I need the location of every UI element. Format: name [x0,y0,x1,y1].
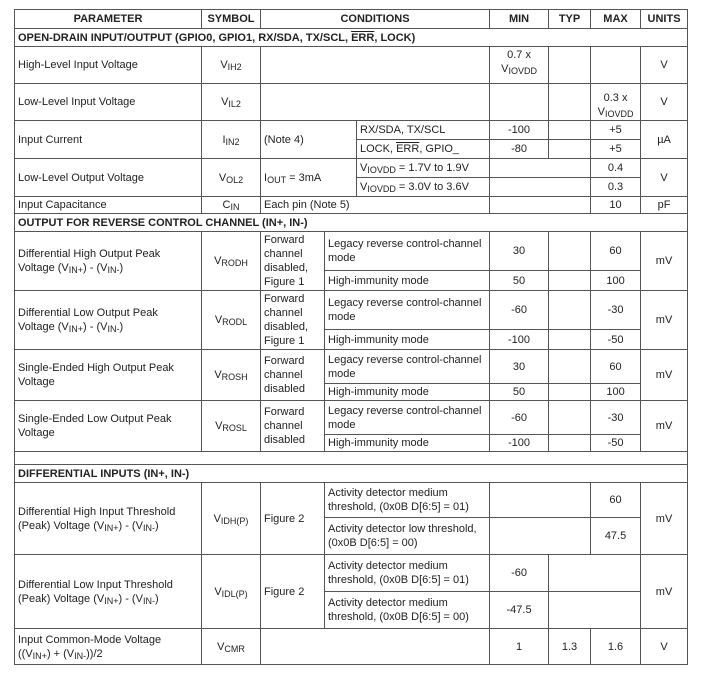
typ-cell [549,401,591,435]
typ-cell [549,435,591,452]
condition-cell: Activity detector medium threshold, (0x0B D[6:5] = 00) [325,592,490,629]
min-cell: -100 [490,330,549,350]
table-row-vidh [15,483,688,518]
condition-cell: Forward channel disabled, Figure 1 [261,291,325,350]
conditions-cell [261,629,490,665]
section-differential-inputs [15,465,688,483]
typ-cell: 1.3 [549,629,591,665]
header-conditions: CONDITIONS [261,10,490,29]
section-title: OUTPUT FOR REVERSE CONTROL CHANNEL (IN+, IN-) [15,214,688,232]
max-cell: -30 [591,291,641,330]
symbol-cell: $V_{IDL(P)}$ [202,555,261,629]
max-cell: 0.4 [591,159,641,178]
symbol-cell: $V_{RODH}$ [202,232,261,291]
param-cell: Differential High Output Peak Voltage $(V_{IN+}) - (V_{IN-})$ [15,232,202,291]
param-cell: Single-Ended High Output Peak Voltage [15,350,202,401]
units-cell: mV [641,350,688,401]
typ-cell [549,291,591,330]
table-row-vih2 [15,47,688,84]
min-typ-cell [490,197,591,214]
symbol-cell: $V_{IH2}$ [202,47,261,84]
typ-max-cell [549,555,641,592]
typ-max-cell [549,592,641,629]
min-cell: -60 [490,291,549,330]
condition-cell: $V_{IOVDD} = 1.7V$ to 1.9V [357,159,490,178]
max-cell: 60 [591,483,641,518]
section-text: OPEN-DRAIN INPUT/OUTPUT (GPIO0, GPIO1, RX/SDA, TX/SCL, [18,31,352,44]
mode-cell: High-immunity mode [325,435,490,452]
mode-cell: High-immunity mode [325,271,490,291]
conditions-cell: Each pin (Note 5) [261,197,490,214]
condition-cell: Activity detector medium threshold, (0x0B D[6:5] = 01) [325,555,490,592]
units-cell: mV [641,555,688,629]
max-cell: -30 [591,401,641,435]
min-cell: 0.7 x $V_{IOVDD}$ [490,47,549,84]
max-cell: 47.5 [591,518,641,555]
header-row [15,10,688,29]
min-typ-cell [490,178,591,197]
typ-cell [549,140,591,159]
max-cell [591,47,641,84]
condition-cell: $V_{IOVDD} = 3.0V$ to 3.6V [357,178,490,197]
table-row-vrosl [15,401,688,435]
figure-cell: Figure 2 [261,555,325,629]
param-cell: Low-Level Output Voltage [15,159,202,197]
units-cell: pF [641,197,688,214]
min-cell: 30 [490,232,549,271]
typ-cell [549,271,591,291]
condition-cell: Activity detector low threshold, (0x0B D[6:5] = 00) [325,518,490,555]
typ-cell [549,121,591,140]
symbol-cell: $C_{IN}$ [202,197,261,214]
units-cell: µA [641,121,688,159]
max-cell: 10 [591,197,641,214]
section-title [15,29,688,47]
units-cell: mV [641,291,688,350]
condition-cell: Forward channel disabled, Figure 1 [261,232,325,291]
section-reverse-channel [15,214,688,232]
max-cell: 60 [591,232,641,271]
min-cell: 50 [490,271,549,291]
symbol-cell: $V_{ROSH}$ [202,350,261,401]
typ-cell [549,232,591,271]
min-typ-cell [490,518,591,555]
typ-cell [549,84,591,121]
symbol-cell: $V_{IL2}$ [202,84,261,121]
mode-cell: Legacy reverse control-channel mode [325,232,490,271]
table-row-vidl [15,555,688,592]
units-cell: mV [641,232,688,291]
section-err-text: $\overline{ERR}$ [351,31,375,44]
min-cell [490,84,549,121]
table-row-vrosh [15,350,688,384]
condition-cell: LOCK, $\overline{ERR}$, GPIO_ [357,140,490,159]
max-cell: +5 [591,121,641,140]
units-cell: mV [641,401,688,452]
symbol-cell: $I_{IN2}$ [202,121,261,159]
mode-cell: High-immunity mode [325,384,490,401]
max-cell: 100 [591,271,641,291]
min-cell: 50 [490,384,549,401]
section-open-drain [15,29,688,47]
conditions-cell [261,84,490,121]
units-cell: V [641,629,688,665]
symbol-cell: $V_{RODL}$ [202,291,261,350]
table-row-vol2 [15,159,688,178]
symbol-cell: $V_{ROSL}$ [202,401,261,452]
header-max: MAX [591,10,641,29]
min-cell: -60 [490,401,549,435]
header-min: MIN [490,10,549,29]
mode-cell: Legacy reverse control-channel mode [325,291,490,330]
param-cell: Input Common-Mode Voltage $((V_{IN+}) + (V_{IN-}))/2$ [15,629,202,665]
note-cell: (Note 4) [261,121,357,159]
section-title: DIFFERENTIAL INPUTS (IN+, IN-) [15,465,688,483]
header-typ: TYP [549,10,591,29]
param-cell: Differential High Input Threshold (Peak) Voltage $(V_{IN+}) - (V_{IN-})$ [15,483,202,555]
max-cell: -50 [591,435,641,452]
typ-cell [549,350,591,384]
iout-cell: $I_{OUT} = 3mA$ [261,159,357,197]
param-cell: Low-Level Input Voltage [15,84,202,121]
units-cell: V [641,84,688,121]
min-cell: -100 [490,435,549,452]
header-parameter: PARAMETER [15,10,202,29]
table-row-vil2 [15,84,688,121]
units-cell: V [641,159,688,197]
param-cell: Single-Ended Low Output Peak Voltage [15,401,202,452]
header-units: UNITS [641,10,688,29]
condition-cell: Forward channel disabled [261,401,325,452]
param-cell: High-Level Input Voltage [15,47,202,84]
table-row-vcmr [15,629,688,665]
typ-cell [549,384,591,401]
max-cell: -50 [591,330,641,350]
mode-cell: High-immunity mode [325,330,490,350]
units-cell: mV [641,483,688,555]
min-typ-cell [490,159,591,178]
figure-cell: Figure 2 [261,483,325,555]
mode-cell: Legacy reverse control-channel mode [325,401,490,435]
spacer-row [15,452,688,465]
param-cell: Differential Low Input Threshold (Peak) Voltage $(V_{IN+}) - (V_{IN-})$ [15,555,202,629]
condition-cell: RX/SDA, TX/SCL [357,121,490,140]
section-text-end: , LOCK) [374,31,416,44]
min-cell: -60 [490,555,549,592]
mode-cell: Legacy reverse control-channel mode [325,350,490,384]
typ-cell [549,330,591,350]
max-cell: 0.3 [591,178,641,197]
symbol-cell: $V_{OL2}$ [202,159,261,197]
symbol-cell: $V_{CMR}$ [202,629,261,665]
condition-cell: Activity detector medium threshold, (0x0B D[6:5] = 01) [325,483,490,518]
min-cell: -100 [490,121,549,140]
symbol-cell: $V_{IDH(P)}$ [202,483,261,555]
max-cell: 1.6 [591,629,641,665]
min-typ-cell [490,483,591,518]
param-cell: Input Current [15,121,202,159]
max-cell: 0.3 x $V_{IOVDD}$ [591,84,641,121]
min-cell: 1 [490,629,549,665]
table-row-iin2 [15,121,688,140]
table-row-vrodh [15,232,688,271]
table-row-cin [15,197,688,214]
min-cell: 30 [490,350,549,384]
conditions-cell [261,47,490,84]
table-row-vrodl [15,291,688,330]
param-cell: Differential Low Output Peak Voltage $(V_{IN+}) - (V_{IN-})$ [15,291,202,350]
condition-cell: Forward channel disabled [261,350,325,401]
max-cell: 60 [591,350,641,384]
units-cell: V [641,47,688,84]
param-cell: Input Capacitance [15,197,202,214]
spacer-cell [15,452,688,465]
min-cell: -80 [490,140,549,159]
header-symbol: SYMBOL [202,10,261,29]
max-cell: 100 [591,384,641,401]
electrical-characteristics-table [14,9,688,665]
min-cell: -47.5 [490,592,549,629]
max-cell: +5 [591,140,641,159]
typ-cell [549,47,591,84]
